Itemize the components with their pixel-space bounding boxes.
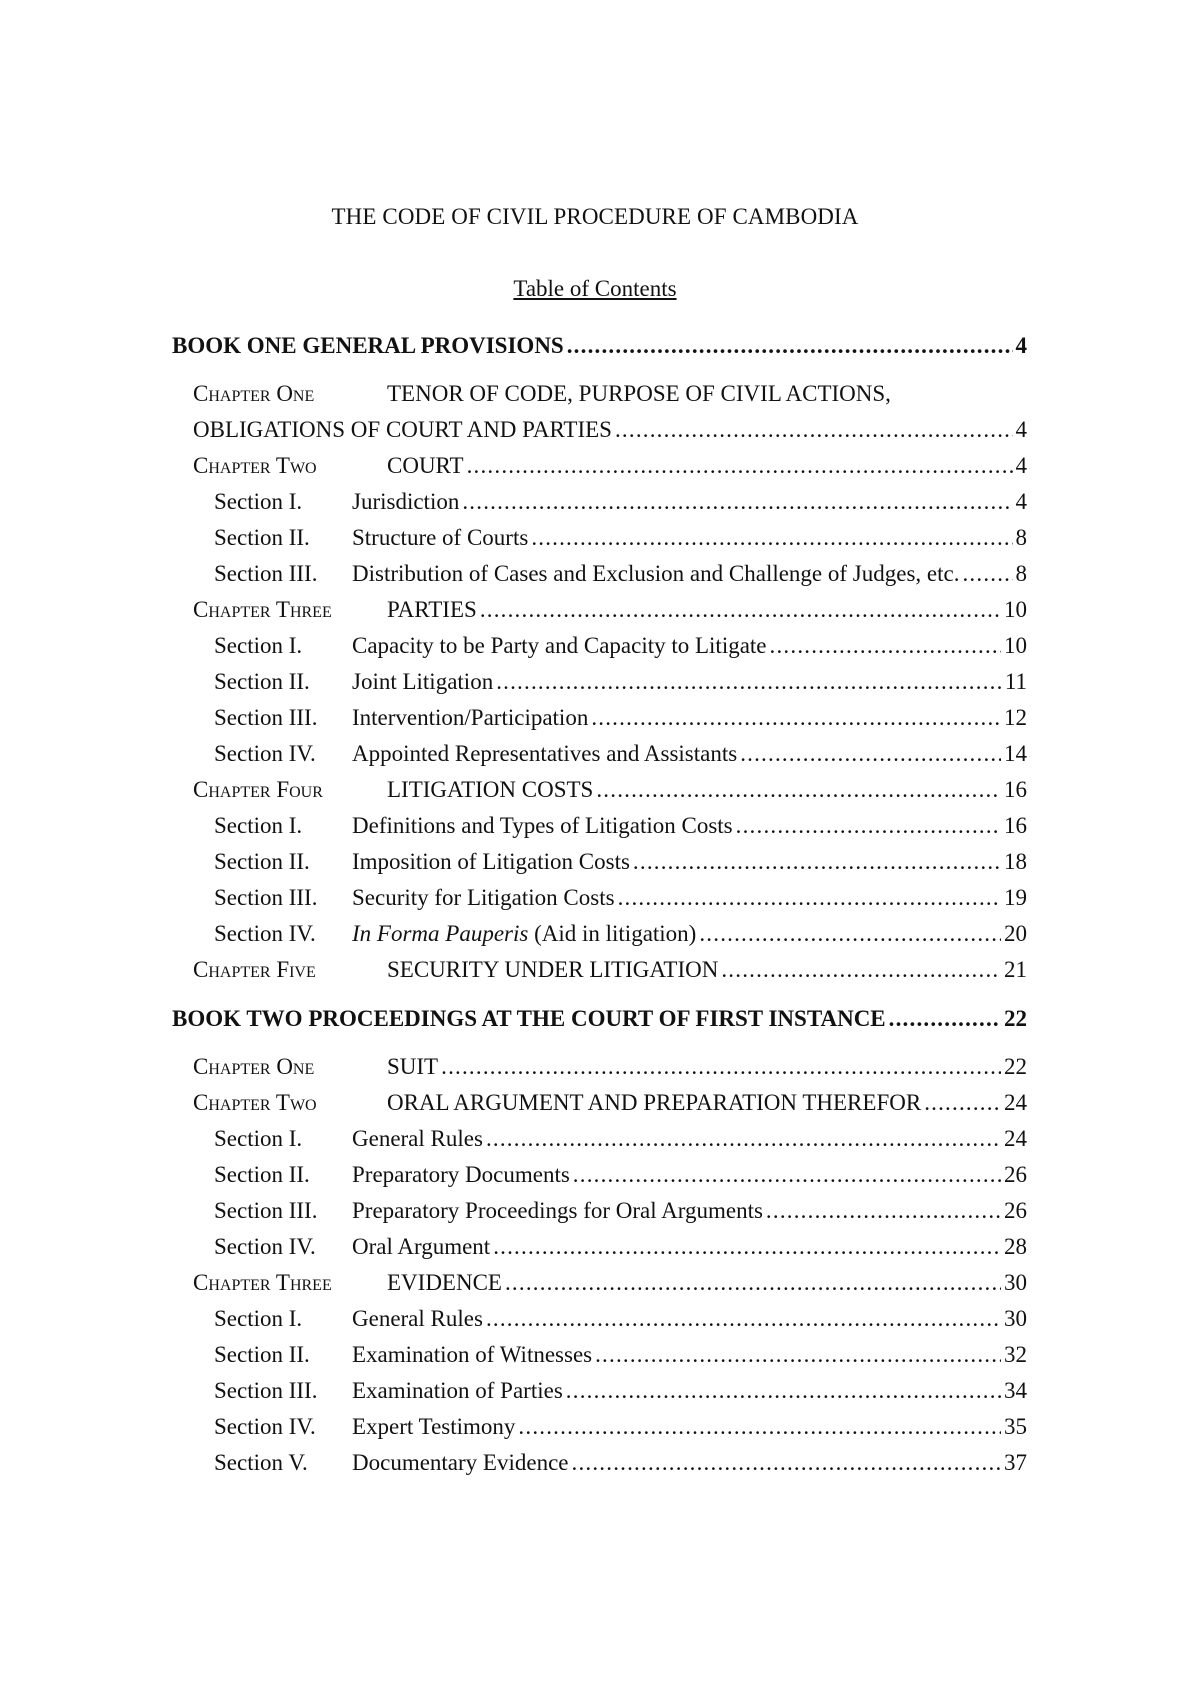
dot-leader: [889, 1006, 1001, 1032]
section-label: Section I.: [214, 489, 303, 514]
dot-leader: [518, 1414, 1001, 1440]
dot-leader: [505, 1270, 1001, 1296]
document-title: THE CODE OF CIVIL PROCEDURE OF CAMBODIA: [331, 204, 859, 229]
toc-entry-section[interactable]: [214, 741, 1027, 771]
dot-leader: [480, 597, 1001, 623]
entry-title: Joint Litigation: [352, 669, 494, 694]
page-number: 4: [1015, 417, 1027, 442]
dot-leader: [740, 741, 1001, 767]
section-label: Section III.: [214, 561, 318, 586]
entry-title: TENOR OF CODE, PURPOSE OF CIVIL ACTIONS,: [387, 381, 891, 406]
page-number: 10: [1004, 633, 1027, 658]
dot-leader: [531, 525, 1012, 551]
entry-title: ORAL ARGUMENT AND PREPARATION THEREFOR: [387, 1090, 922, 1115]
toc-entry-section[interactable]: [214, 921, 1027, 951]
toc-entry-section[interactable]: [214, 1342, 1027, 1372]
section-label: Section II.: [214, 525, 310, 550]
page-number: 16: [1004, 813, 1027, 838]
dot-leader: [595, 1342, 1001, 1368]
entry-title: Intervention/Participation: [352, 705, 589, 730]
page-number: 11: [1004, 669, 1027, 694]
toc-entry-section[interactable]: [214, 849, 1027, 879]
dot-leader: [924, 1090, 1001, 1116]
dot-leader: [467, 453, 1013, 479]
chapter-label: Chapter Four: [193, 777, 323, 802]
entry-title: COURT: [387, 453, 464, 478]
dot-leader: [736, 813, 1001, 839]
toc-entry-chapter[interactable]: [193, 453, 1027, 483]
entry-title: General Rules: [352, 1306, 483, 1331]
dot-leader: [573, 1162, 1001, 1188]
toc-entry-chapter[interactable]: [193, 777, 1027, 807]
toc-entry-section[interactable]: [214, 525, 1027, 555]
toc-entry-section[interactable]: [214, 1450, 1027, 1480]
dot-leader: [566, 1378, 1001, 1404]
page-number: 8: [1015, 525, 1027, 550]
page-number: 34: [1004, 1378, 1027, 1403]
dot-leader: [962, 561, 1012, 587]
dot-leader: [462, 489, 1012, 515]
entry-title: Preparatory Documents: [352, 1162, 570, 1187]
section-label: Section II.: [214, 849, 310, 874]
section-label: Section III.: [214, 705, 318, 730]
section-label: Section I.: [214, 813, 303, 838]
dot-leader: [770, 633, 1001, 659]
dot-leader: [766, 1198, 1001, 1224]
page-number: 12: [1004, 705, 1027, 730]
toc-entry-section[interactable]: [214, 633, 1027, 663]
section-label: Section II.: [214, 1162, 310, 1187]
toc-entry-section[interactable]: [214, 885, 1027, 915]
entry-title: Structure of Courts: [352, 525, 529, 550]
page-number: 19: [1004, 885, 1027, 910]
entry-title: Examination of Witnesses: [352, 1342, 593, 1367]
entry-title: LITIGATION COSTS: [387, 777, 594, 802]
page-number: 10: [1004, 597, 1027, 622]
page-number: 4: [1015, 453, 1027, 478]
page-number: 30: [1004, 1270, 1027, 1295]
dot-leader: [496, 669, 1002, 695]
toc-entry-book[interactable]: [172, 333, 1027, 363]
page-number: 32: [1004, 1342, 1027, 1367]
toc-entry-section[interactable]: [214, 705, 1027, 735]
dot-leader: [618, 885, 1001, 911]
dot-leader: [699, 921, 1001, 947]
page-number: 20: [1004, 921, 1027, 946]
entry-title: SUIT: [387, 1054, 439, 1079]
section-label: Section V.: [214, 1450, 308, 1475]
entry-title: Appointed Representatives and Assistants: [352, 741, 738, 766]
entry-title: Oral Argument: [352, 1234, 491, 1259]
section-label: Section I.: [214, 633, 303, 658]
entry-title-italic: In Forma Pauperis: [352, 921, 529, 946]
toc-heading: Table of Contents: [513, 276, 677, 301]
entry-title: Distribution of Cases and Exclusion and Challenge of Judges, etc.: [352, 561, 960, 586]
section-label: Section III.: [214, 885, 318, 910]
section-label: Section IV.: [214, 921, 316, 946]
chapter-label: Chapter One: [193, 381, 315, 406]
page-number: 18: [1004, 849, 1027, 874]
entry-title: Expert Testimony: [352, 1414, 516, 1439]
chapter-label: Chapter One: [193, 1054, 315, 1079]
section-label: Section III.: [214, 1198, 318, 1223]
dot-leader: [486, 1306, 1001, 1332]
section-label: Section I.: [214, 1126, 303, 1151]
toc-entry-section[interactable]: [214, 1162, 1027, 1192]
toc-entry-chapter[interactable]: [193, 1054, 1027, 1084]
section-label: Section I.: [214, 1306, 303, 1331]
toc-entry-section[interactable]: [214, 813, 1027, 843]
section-label: Section II.: [214, 1342, 310, 1367]
toc-entry-section[interactable]: [214, 489, 1027, 519]
chapter-label: Chapter Three: [193, 597, 332, 622]
page-number: 22: [1004, 1054, 1027, 1079]
toc-entry-chapter[interactable]: [193, 1270, 1027, 1300]
entry-title: Documentary Evidence: [352, 1450, 569, 1475]
entry-title: Capacity to be Party and Capacity to Litigate: [352, 633, 767, 658]
entry-title: Definitions and Types of Litigation Costs: [352, 813, 733, 838]
entry-title: Jurisdiction: [352, 489, 460, 514]
dot-leader: [486, 1126, 1001, 1152]
page-number: 4: [1015, 333, 1027, 358]
dot-leader: [615, 417, 1013, 443]
dot-leader: [596, 777, 1001, 803]
dot-leader: [441, 1054, 1001, 1080]
toc-entry-section[interactable]: [214, 1234, 1027, 1264]
entry-title: BOOK TWO PROCEEDINGS AT THE COURT OF FIRST INSTANCE: [172, 1006, 886, 1031]
page-number: 8: [1015, 561, 1027, 586]
dot-leader: [572, 1450, 1002, 1476]
dot-leader: [591, 705, 1001, 731]
entry-title: BOOK ONE GENERAL PROVISIONS: [172, 333, 564, 358]
entry-title: EVIDENCE: [387, 1270, 502, 1295]
toc-entry-cont[interactable]: [193, 417, 1027, 447]
entry-title: OBLIGATIONS OF COURT AND PARTIES: [193, 417, 612, 442]
toc-entry-section[interactable]: [214, 561, 1027, 591]
dot-leader: [493, 1234, 1001, 1260]
section-label: Section III.: [214, 1378, 318, 1403]
entry-title: SECURITY UNDER LITIGATION: [387, 957, 719, 982]
page-number: 14: [1004, 741, 1027, 766]
chapter-label: Chapter Five: [193, 957, 316, 982]
page-number: 21: [1004, 957, 1027, 982]
entry-title: Imposition of Litigation Costs: [352, 849, 630, 874]
page-number: 24: [1004, 1126, 1027, 1151]
dot-leader: [721, 957, 1001, 983]
entry-title: Examination of Parties: [352, 1378, 563, 1403]
toc-entry-section[interactable]: [214, 1378, 1027, 1408]
toc-entry-section[interactable]: [214, 669, 1027, 699]
page-number: 16: [1004, 777, 1027, 802]
section-label: Section IV.: [214, 741, 316, 766]
toc-entry-section[interactable]: [214, 1126, 1027, 1156]
toc-entry-section[interactable]: [214, 1198, 1027, 1228]
page-number: 22: [1004, 1006, 1027, 1031]
page-number: 26: [1004, 1162, 1027, 1187]
section-label: Section IV.: [214, 1414, 316, 1439]
page-number: 28: [1004, 1234, 1027, 1259]
page-number: 30: [1004, 1306, 1027, 1331]
entry-title: Security for Litigation Costs: [352, 885, 615, 910]
chapter-label: Chapter Two: [193, 1090, 317, 1115]
entry-title: In Forma Pauperis (Aid in litigation): [352, 921, 697, 946]
chapter-label: Chapter Two: [193, 453, 317, 478]
toc-entry-book[interactable]: [172, 1006, 1027, 1036]
section-label: Section II.: [214, 669, 310, 694]
chapter-label: Chapter Three: [193, 1270, 332, 1295]
page-number: 37: [1004, 1450, 1027, 1475]
toc-entry-section[interactable]: [214, 1414, 1027, 1444]
section-label: Section IV.: [214, 1234, 316, 1259]
entry-title: PARTIES: [387, 597, 477, 622]
toc-entry-chapter[interactable]: [193, 957, 1027, 987]
page-number: 26: [1004, 1198, 1027, 1223]
page-number: 35: [1004, 1414, 1027, 1439]
page-number: 24: [1004, 1090, 1027, 1115]
toc-entry-chapter-open[interactable]: [193, 381, 1027, 411]
toc-entry-chapter[interactable]: [193, 1090, 1027, 1120]
toc-entry-chapter[interactable]: [193, 597, 1027, 627]
entry-title: General Rules: [352, 1126, 483, 1151]
dot-leader: [633, 849, 1001, 875]
toc-entry-section[interactable]: [214, 1306, 1027, 1336]
page-number: 4: [1015, 489, 1027, 514]
entry-title: Preparatory Proceedings for Oral Arguments: [352, 1198, 763, 1223]
dot-leader: [567, 333, 1013, 359]
